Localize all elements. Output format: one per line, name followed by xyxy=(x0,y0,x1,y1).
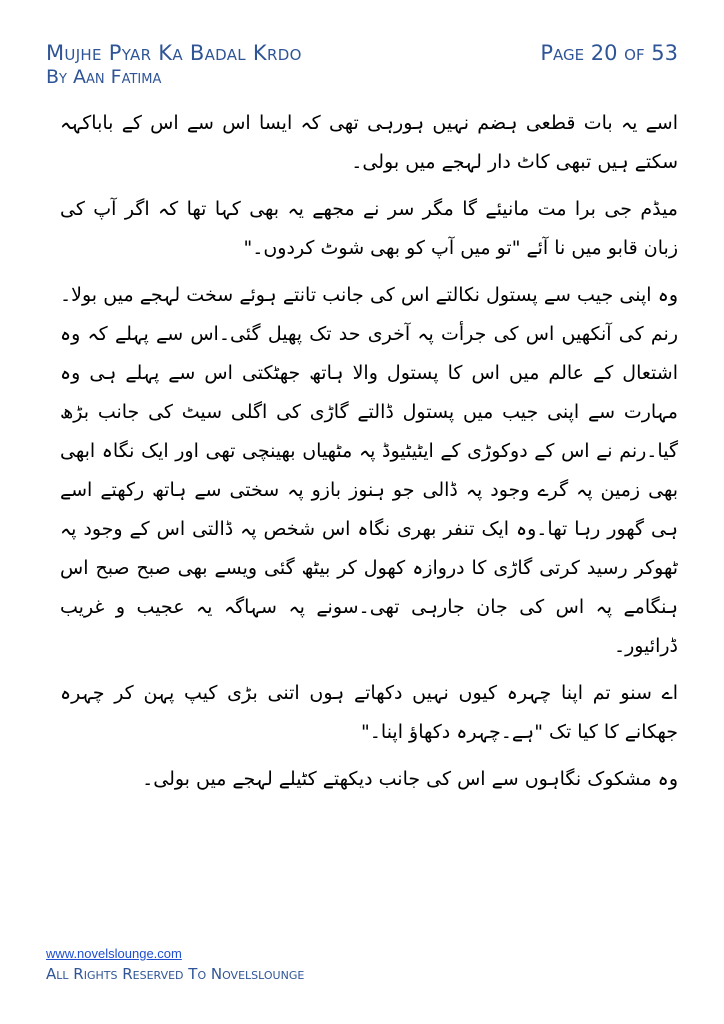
page-footer xyxy=(46,946,466,984)
novel-title: Mujhe Pyar Ka Badal Krdo xyxy=(46,41,302,65)
paragraph: میڈم جی برا مت مانیئے گا مگر سر نے مجھے یہ بھی کہا تھا کہ اگر آپ کی زبان قابو میں نا آئے "تو میں آپ کو بھی شوٹ کردوں۔" xyxy=(60,198,678,259)
paragraph: وہ اپنی جیب سے پستول نکالتے اس کی جانب تانتے ہوئے سخت لہجے میں بولا۔رنم کی آنکھیں اس کی جرأت پہ آخری حد تک پھیل گئی۔اس سے پہلے کہ وہ اشتعال کے عالم میں اس کا پستول والا ہاتھ جھٹکتی اس سے پہلے ہی وہ مہارت سے اپنی جیب میں پستول ڈالتے گاڑی کی اگلی سیٹ کی جانب بڑھ گیا۔رنم نے اس کے دوکوڑی کے ایٹیٹیوڈ پہ مٹھیاں بھینچی تھی اور ایک نگاہ ابھی بھی زمین پہ گرے وجود پہ ڈالی جو ہنوز بازو پہ سختی سے ہاتھ رکھتے اسے ہی گھور رہا تھا۔وہ ایک تنفر بھری نگاہ اس شخص پہ ڈالتی اس کے وجود پہ ٹھوکر رسید کرتی گاڑی کا دروازہ کھول کر بیٹھ گئی ویسے بھی صبح صبح اس ہنگامے پہ اس کی جان جارہی تھی۔سونے پہ سہاگہ یہ عجیب و غریب ڈرائیور۔ xyxy=(60,284,678,657)
website-link[interactable]: www.novelslounge.com xyxy=(46,946,182,961)
page-header xyxy=(46,40,678,92)
paragraph: اے سنو تم اپنا چہرہ کیوں نہیں دکھاتے ہوں اتنی بڑی کیپ پہن کر چہرہ جھکانے کا کیا تک "ہے۔چہرہ دکھاؤ اپنا۔" xyxy=(60,682,678,743)
rights-notice: All Rights Reserved To Novelslounge xyxy=(46,965,305,983)
paragraph: وہ مشکوک نگاہوں سے اس کی جانب دیکھتے کٹیلے لہجے میں بولی۔ xyxy=(142,768,678,790)
story-text xyxy=(60,104,678,807)
paragraph: اسے یہ بات قطعی ہضم نہیں ہورہی تھی کہ ایسا اس سے اس کے باباکہہ سکتے ہیں تبھی کاٹ دار لہجے میں بولی۔ xyxy=(60,112,678,173)
page-number: Page 20 of 53 xyxy=(540,41,678,65)
author-line: By Aan Fatima xyxy=(46,66,162,88)
